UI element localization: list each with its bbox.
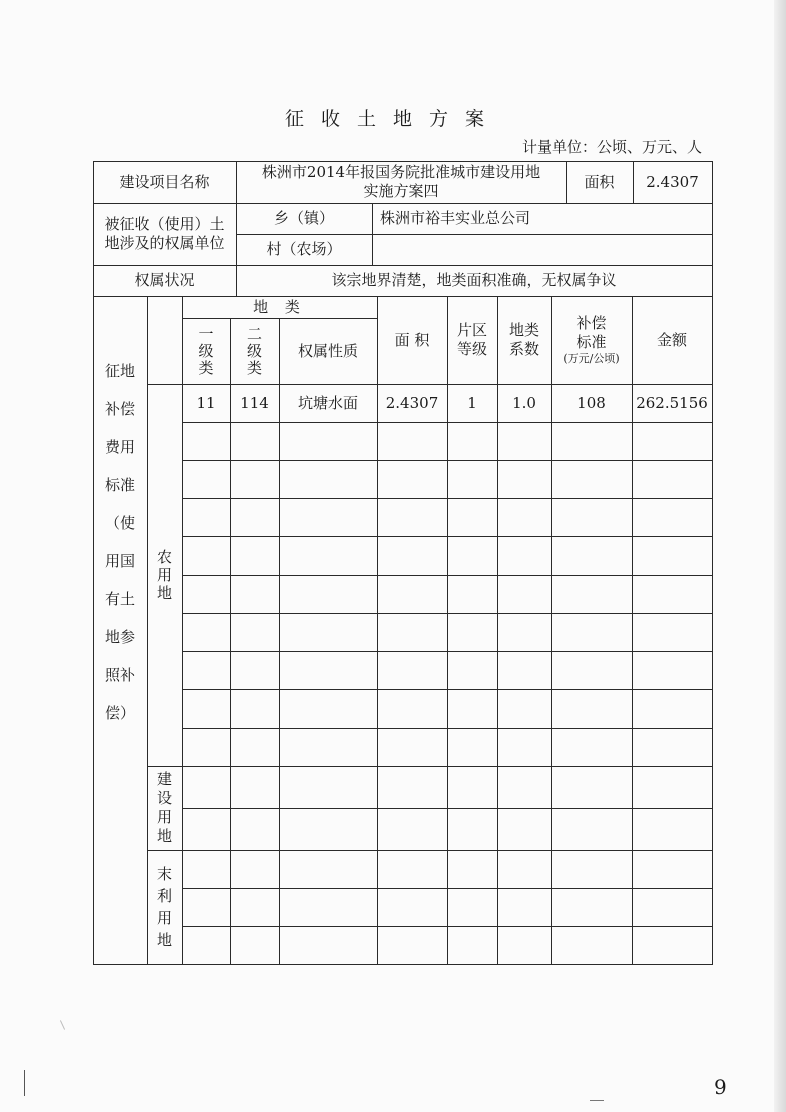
- level2-header: [230, 318, 279, 384]
- rule-line: [93, 161, 713, 162]
- side-label-line: 标准（使: [104, 476, 135, 532]
- row1-level1: 11: [196, 393, 216, 412]
- side-label-line: 照补: [104, 666, 135, 684]
- village-value: [372, 234, 712, 265]
- rule-line: [93, 964, 713, 965]
- level2-header-char: 二: [246, 324, 262, 343]
- group-construction-char: 建: [156, 770, 172, 788]
- rule-line: [236, 161, 237, 297]
- rule-line: [236, 234, 713, 235]
- rule-line: [93, 203, 713, 204]
- side-label-line: 地参: [104, 628, 135, 646]
- rule-line: [182, 766, 713, 767]
- coef-header-line: 地类: [508, 321, 539, 339]
- project-name-line1: 株洲市2014年报国务院批准城市建设用地: [261, 163, 541, 181]
- coef-header: [497, 296, 551, 384]
- level1-header: [182, 318, 230, 384]
- rule-line: [182, 689, 713, 690]
- ownership-label-line1: 被征收（使用）土: [104, 215, 225, 233]
- unit-note: 计量单位：公顷、万元、人: [521, 138, 702, 156]
- rule-line: [279, 318, 280, 965]
- page-title: 征收土地方案: [284, 108, 501, 130]
- rule-line: [566, 161, 567, 204]
- ownership-nature-header: 权属性质: [297, 341, 358, 360]
- rule-line: [447, 296, 448, 965]
- scan-mark: [590, 1100, 604, 1101]
- rule-line: [182, 536, 713, 537]
- rule-line: [182, 850, 713, 851]
- rule-line: [712, 161, 713, 965]
- rule-line: [182, 888, 713, 889]
- side-label-line: 有土: [104, 590, 135, 608]
- ownership-label: [93, 203, 236, 265]
- group-farmland-char: 用: [156, 566, 172, 584]
- side-label-line: 征地: [104, 362, 135, 380]
- level1-header-char: 一: [198, 324, 214, 343]
- level2-header-char: 类: [246, 358, 262, 377]
- rule-line: [551, 296, 552, 965]
- ownership-label-line2: 地涉及的权属单位: [104, 234, 225, 252]
- status-value: 该宗地界清楚，地类面积准确，无权属争议: [331, 271, 617, 289]
- rule-line: [147, 766, 183, 767]
- rule-line: [182, 613, 713, 614]
- township-label: 乡（镇）: [273, 209, 334, 227]
- row1-coef: 1.0: [512, 393, 536, 412]
- area-value: 2.4307: [646, 172, 699, 191]
- standard-header-line: 标准: [576, 333, 607, 351]
- group-unused-char: 地: [156, 931, 172, 949]
- rule-line: [147, 296, 148, 965]
- rule-line: [182, 728, 713, 729]
- side-label: [93, 296, 147, 964]
- village-label: 村（农场）: [266, 240, 342, 258]
- row1-zone: 1: [467, 393, 477, 412]
- rule-line: [377, 296, 378, 965]
- level1-header-char: 级: [198, 341, 214, 360]
- level2-header-char: 级: [246, 341, 262, 360]
- row1-nature: 坑塘水面: [297, 393, 358, 412]
- amount-header: 金额: [656, 330, 687, 349]
- project-name: [236, 161, 566, 203]
- rule-line: [147, 850, 183, 851]
- project-label: 建设项目名称: [119, 172, 210, 191]
- rule-line: [182, 422, 713, 423]
- side-label-line: 费用: [104, 438, 135, 456]
- rule-line: [632, 296, 633, 965]
- group-farmland-char: 地: [156, 584, 172, 602]
- group-construction-char: 设: [156, 789, 172, 807]
- row1-area: 2.4307: [385, 393, 439, 412]
- zone-header-line: 等级: [456, 340, 487, 358]
- group-unused: [147, 850, 182, 964]
- group-construction-char: 用: [156, 808, 172, 826]
- project-name-line2: 实施方案四: [363, 182, 439, 200]
- area-header: 面 积: [394, 330, 430, 349]
- rule-line: [182, 651, 713, 652]
- standard-header-line: 补偿: [576, 314, 607, 332]
- land-class-header: 地 类: [253, 297, 306, 316]
- standard-unit: (万元/公顷): [563, 352, 620, 365]
- group-unused-char: 利: [156, 887, 172, 905]
- rule-line: [497, 296, 498, 965]
- group-farmland-char: 农: [156, 548, 172, 566]
- area-label: 面积: [584, 172, 615, 191]
- coef-header-line: 系数: [508, 340, 539, 358]
- row1-standard: 108: [577, 393, 606, 412]
- group-construction-char: 地: [156, 827, 172, 845]
- group-unused-char: 用: [156, 909, 172, 927]
- side-label-line: 偿）: [104, 704, 135, 722]
- rule-line: [230, 318, 231, 965]
- rule-line: [182, 460, 713, 461]
- rule-line: [147, 384, 713, 385]
- scan-mark: [24, 1070, 25, 1096]
- township-value: 株洲市裕丰实业总公司: [380, 209, 531, 227]
- rule-line: [182, 575, 713, 576]
- group-construction: [147, 766, 182, 850]
- rule-line: [182, 296, 183, 965]
- rule-line: [633, 161, 634, 204]
- rule-line: [93, 265, 713, 266]
- row1-level2: 114: [240, 393, 269, 412]
- page-number: 9: [714, 1075, 727, 1099]
- group-farmland: [147, 384, 182, 766]
- status-label: 权属状况: [134, 271, 195, 289]
- zone-header-line: 片区: [456, 321, 487, 339]
- zone-header: [447, 296, 497, 384]
- row1-amount: 262.5156: [636, 393, 708, 412]
- rule-line: [93, 296, 713, 297]
- rule-line: [182, 498, 713, 499]
- rule-line: [182, 318, 378, 319]
- standard-header: [551, 296, 632, 384]
- side-label-line: 补偿: [104, 400, 135, 418]
- level1-header-char: 类: [198, 358, 214, 377]
- rule-line: [372, 203, 373, 266]
- side-label-line: 用国: [104, 552, 135, 570]
- rule-line: [93, 161, 94, 965]
- group-unused-char: 末: [156, 865, 172, 883]
- rule-line: [182, 808, 713, 809]
- rule-line: [182, 926, 713, 927]
